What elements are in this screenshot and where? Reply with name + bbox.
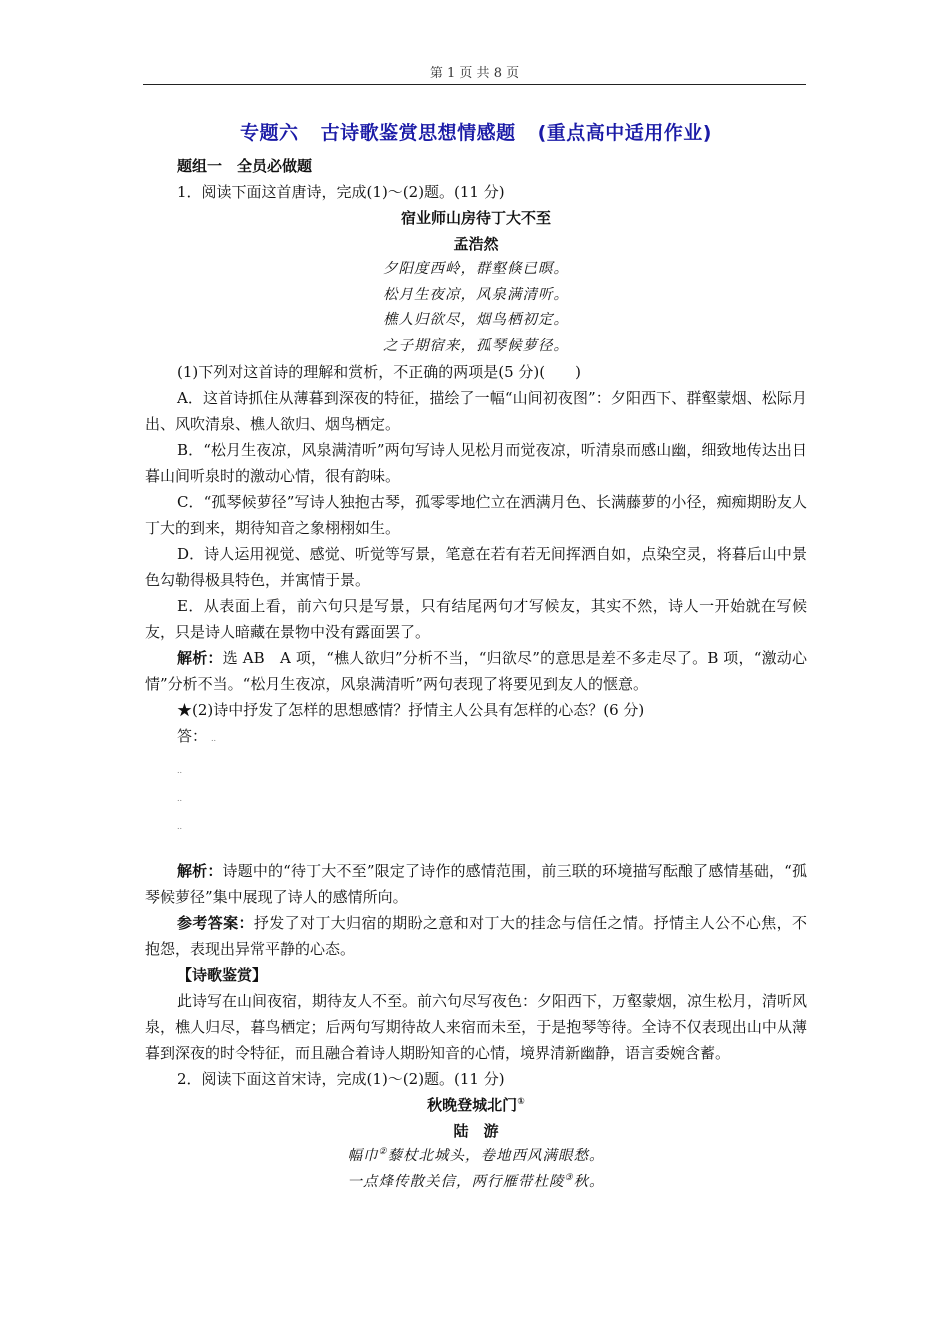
- title-part-topic: 专题六: [240, 122, 299, 144]
- poem-text: 藜杖北城头，卷地西风满眼愁。: [387, 1148, 605, 1164]
- q1-stem: 1．阅读下面这首唐诗，完成(1)～(2)题。(11 分): [177, 183, 505, 201]
- q1-reference-answer: [145, 910, 807, 962]
- q1-option-e: E．从表面上看，前六句只是写景，只有结尾两句才写候友，其实不然，诗人一开始就在写候友，只是诗人暗藏在景物中没有露面罢了。: [145, 597, 807, 641]
- q1-poem-title: 宿业师山房待丁大不至: [400, 209, 551, 227]
- q1-poem-line: 樵人归欲尽，烟鸟栖初定。: [383, 312, 569, 328]
- q1-option-c: C．“孤琴候萝径”写诗人独抱古琴，孤零零地伫立在洒满月色、长满藤萝的小径，痴痴期盼友人丁大的到来，期待知音之象栩栩如生。: [145, 493, 807, 537]
- answer-blank-mark: ..: [211, 734, 217, 743]
- page-title: [145, 118, 807, 145]
- answer-blank-line: [145, 780, 807, 808]
- q1-sub1-question: (1)下列对这首诗的理解和赏析，不正确的两项是(5 分)( ): [177, 363, 581, 381]
- q1-option-a: A．这首诗抓住从薄暮到深夜的特征，描绘了一幅“山间初夜图”：夕阳西下、群壑蒙烟、松际月出、风吹清泉、樵人欲归、烟鸟栖定。: [145, 389, 807, 433]
- title-part-subject: 古诗歌鉴赏思想情感题: [320, 122, 516, 144]
- answer-blank-line: [145, 808, 807, 836]
- appreciation-heading: 【诗歌鉴赏】: [177, 966, 268, 984]
- q1-analysis-1: [145, 645, 807, 697]
- poem-text: 幅巾: [347, 1148, 379, 1164]
- document-body: [145, 118, 807, 1195]
- q2-poem-line: [145, 1144, 807, 1170]
- blank-mark: ..: [177, 794, 183, 803]
- q2-poem-line: [145, 1170, 807, 1196]
- answer-label: 答：: [177, 727, 208, 745]
- appreciation-text: 此诗写在山间夜宿，期待友人不至。前六句尽写夜色：夕阳西下，万壑蒙烟，凉生松月，清听风泉，樵人归尽，暮鸟栖定；后两句写期待故人来宿而未至，于是抱琴等待。全诗不仅表现出山中从薄暮到深夜的时令特征，而且融合着诗人期盼知音的心情，境界清新幽静，语言委婉含蓄。: [145, 992, 808, 1062]
- group-heading: 题组一 全员必做题: [177, 157, 313, 175]
- footnote-marker: ②: [378, 1147, 388, 1158]
- reference-label: 参考答案：: [177, 914, 254, 932]
- reference-text: 抒发了对丁大归宿的期盼之意和对丁大的挂念与信任之情。抒情主人公不心焦，不抱怨，表现出异常平静的心态。: [145, 914, 807, 958]
- answer-area: [145, 723, 807, 752]
- q2-poem-author: 陆 游: [453, 1122, 499, 1140]
- q1-sub2-question: ★(2)诗中抒发了怎样的思想感情？抒情主人公具有怎样的心态？(6 分): [177, 701, 645, 719]
- header-divider: [143, 84, 806, 85]
- title-part-note: (重点高中适用作业): [537, 122, 712, 144]
- answer-blank-line: [145, 752, 807, 780]
- page-header: 第 1 页 共 8 页: [429, 66, 520, 81]
- q1-poem-line: 夕阳度西岭，群壑倏已暝。: [383, 261, 569, 277]
- analysis-label: 解析：: [177, 649, 223, 667]
- q1-poem-line: 松月生夜凉，风泉满清听。: [383, 286, 569, 303]
- analysis-text: 选 AB A 项，“樵人欲归”分析不当，“归欲尽”的意思是差不多走尽了。B 项，“激动心情”分析不当。“松月生夜凉，风泉满清听”两句表现了将要见到友人的惬意。: [145, 649, 807, 693]
- analysis-text: 诗题中的“待丁大不至”限定了诗作的感情范围，前三联的环境描写酝酿了感情基础，“孤琴候萝径”集中展现了诗人的感情所向。: [145, 862, 807, 906]
- footnote-marker: ①: [517, 1097, 525, 1107]
- q1-option-b: B．“松月生夜凉，风泉满清听”两句写诗人见松月而觉夜凉，听清泉而感山幽，细致地传达出日暮山间听泉时的激动心情，很有韵味。: [145, 441, 807, 485]
- blank-mark: ..: [177, 822, 183, 831]
- q1-analysis-2: [145, 858, 807, 910]
- q2-stem: 2．阅读下面这首宋诗，完成(1)～(2)题。(11 分): [177, 1070, 505, 1088]
- blank-mark: ..: [177, 766, 183, 775]
- poem-text: 一点烽传散关信，两行雁带杜陵: [347, 1173, 565, 1190]
- footnote-marker: ③: [564, 1172, 574, 1183]
- q1-option-d: D．诗人运用视觉、感觉、听觉等写景，笔意在若有若无间挥洒自如，点染空灵，将暮后山中景色勾勒得极具特色，并寓情于景。: [145, 545, 807, 589]
- analysis-label: 解析：: [177, 862, 223, 880]
- q1-poem-author: 孟浩然: [453, 235, 499, 253]
- poem-text: 秋。: [573, 1173, 605, 1190]
- q2-poem-title: [145, 1092, 807, 1118]
- q2-poem-title-text: 秋晚登城北门: [427, 1096, 518, 1114]
- q1-poem-line: 之子期宿来，孤琴候萝径。: [383, 337, 569, 354]
